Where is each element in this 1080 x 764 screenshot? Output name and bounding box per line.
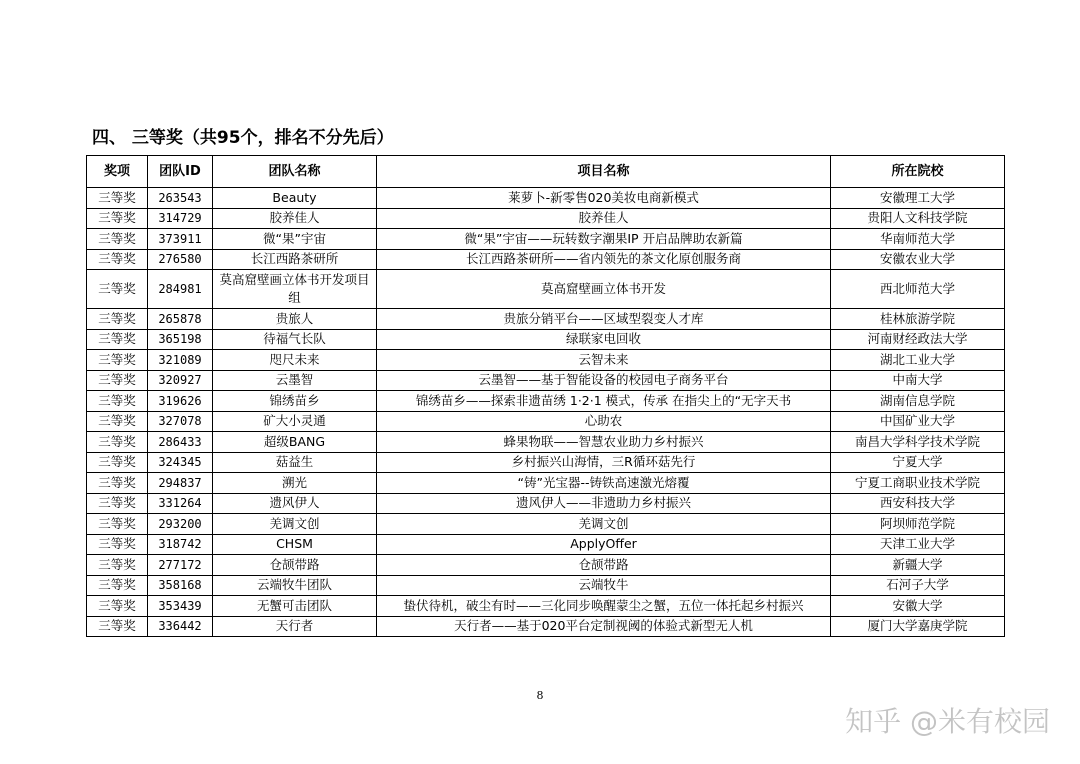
cell-project-name: 蛰伏待机，破尘有时——三化同步唤醒蒙尘之蟹，五位一体托起乡村振兴 — [377, 596, 831, 617]
cell-team-name: CHSM — [213, 534, 377, 555]
cell-project-name: 云墨智——基于智能设备的校园电子商务平台 — [377, 370, 831, 391]
cell-team-id: 293200 — [148, 514, 213, 535]
cell-team-name: 无蟹可击团队 — [213, 596, 377, 617]
cell-team-id: 353439 — [148, 596, 213, 617]
cell-team-name: 云墨智 — [213, 370, 377, 391]
cell-award: 三等奖 — [87, 432, 148, 453]
cell-team-name: 胶养佳人 — [213, 208, 377, 229]
cell-project-name: 微“果”宇宙——玩转数字潮果IP 开启品牌助农新篇 — [377, 229, 831, 250]
cell-team-name: 莫高窟壁画立体书开发项目组 — [213, 270, 377, 309]
cell-team-id: 327078 — [148, 411, 213, 432]
award-table — [86, 155, 1005, 637]
cell-team-name: 羌调文创 — [213, 514, 377, 535]
cell-school: 华南师范大学 — [831, 229, 1005, 250]
cell-award: 三等奖 — [87, 452, 148, 473]
cell-award: 三等奖 — [87, 411, 148, 432]
table-row — [87, 391, 1005, 412]
cell-project-name: 云智未来 — [377, 350, 831, 371]
cell-school: 贵阳人文科技学院 — [831, 208, 1005, 229]
cell-project-name: 乡村振兴山海情，三R循环菇先行 — [377, 452, 831, 473]
table-header-row — [87, 156, 1005, 188]
cell-team-name: 咫尺未来 — [213, 350, 377, 371]
table-row — [87, 208, 1005, 229]
cell-team-id: 284981 — [148, 270, 213, 309]
watermark: 知乎 @米有校园 — [845, 705, 1050, 738]
cell-team-id: 286433 — [148, 432, 213, 453]
cell-award: 三等奖 — [87, 329, 148, 350]
cell-award: 三等奖 — [87, 249, 148, 270]
cell-project-name: 锦绣苗乡——探索非遗苗绣 1·2·1 模式，传承 在指尖上的“无字天书 — [377, 391, 831, 412]
table-row — [87, 432, 1005, 453]
cell-school: 厦门大学嘉庚学院 — [831, 616, 1005, 637]
header-project-name: 项目名称 — [377, 156, 831, 188]
table-body — [87, 188, 1005, 637]
cell-award: 三等奖 — [87, 270, 148, 309]
cell-team-id: 321089 — [148, 350, 213, 371]
table-row — [87, 534, 1005, 555]
cell-team-name: 遗风伊人 — [213, 493, 377, 514]
table-row — [87, 514, 1005, 535]
table-row — [87, 555, 1005, 576]
cell-school: 宁夏工商职业技术学院 — [831, 473, 1005, 494]
cell-project-name: 胶养佳人 — [377, 208, 831, 229]
cell-project-name: 莫高窟壁画立体书开发 — [377, 270, 831, 309]
cell-team-id: 331264 — [148, 493, 213, 514]
cell-award: 三等奖 — [87, 555, 148, 576]
cell-team-id: 314729 — [148, 208, 213, 229]
cell-award: 三等奖 — [87, 493, 148, 514]
cell-project-name: 莱萝卜-新零售020美妆电商新模式 — [377, 188, 831, 209]
cell-project-name: ApplyOffer — [377, 534, 831, 555]
cell-team-id: 294837 — [148, 473, 213, 494]
header-team-id: 团队ID — [148, 156, 213, 188]
cell-team-id: 319626 — [148, 391, 213, 412]
cell-school: 中国矿业大学 — [831, 411, 1005, 432]
table-row — [87, 309, 1005, 330]
cell-team-id: 373911 — [148, 229, 213, 250]
cell-team-id: 276580 — [148, 249, 213, 270]
page-number: 8 — [536, 689, 544, 702]
cell-project-name: 贵旅分销平台——区域型裂变人才库 — [377, 309, 831, 330]
cell-project-name: 绿联家电回收 — [377, 329, 831, 350]
cell-project-name: 羌调文创 — [377, 514, 831, 535]
table-row — [87, 329, 1005, 350]
cell-school: 西安科技大学 — [831, 493, 1005, 514]
cell-school: 石河子大学 — [831, 575, 1005, 596]
cell-team-id: 265878 — [148, 309, 213, 330]
cell-award: 三等奖 — [87, 350, 148, 371]
cell-team-name: 菇益生 — [213, 452, 377, 473]
cell-team-name: 矿大小灵通 — [213, 411, 377, 432]
cell-award: 三等奖 — [87, 229, 148, 250]
header-award: 奖项 — [87, 156, 148, 188]
cell-team-name: 微“果”宇宙 — [213, 229, 377, 250]
cell-award: 三等奖 — [87, 188, 148, 209]
cell-team-id: 263543 — [148, 188, 213, 209]
cell-team-id: 336442 — [148, 616, 213, 637]
cell-project-name: 天行者——基于020平台定制视阈的体验式新型无人机 — [377, 616, 831, 637]
table-row — [87, 473, 1005, 494]
cell-team-name: Beauty — [213, 188, 377, 209]
cell-award: 三等奖 — [87, 391, 148, 412]
cell-award: 三等奖 — [87, 208, 148, 229]
table-row — [87, 452, 1005, 473]
cell-team-id: 320927 — [148, 370, 213, 391]
cell-school: 天津工业大学 — [831, 534, 1005, 555]
cell-team-name: 仓颉带路 — [213, 555, 377, 576]
table-row — [87, 616, 1005, 637]
cell-school: 安徽大学 — [831, 596, 1005, 617]
cell-project-name: 蜂果物联——智慧农业助力乡村振兴 — [377, 432, 831, 453]
cell-project-name: 长江西路茶研所——省内领先的茶文化原创服务商 — [377, 249, 831, 270]
section-title: 四、 三等奖（共95个，排名不分先后） — [92, 128, 394, 148]
cell-project-name: 仓颉带路 — [377, 555, 831, 576]
table-row — [87, 249, 1005, 270]
cell-school: 安徽农业大学 — [831, 249, 1005, 270]
cell-team-name: 溯光 — [213, 473, 377, 494]
table-row — [87, 229, 1005, 250]
cell-award: 三等奖 — [87, 309, 148, 330]
cell-team-id: 277172 — [148, 555, 213, 576]
cell-team-id: 318742 — [148, 534, 213, 555]
table-row — [87, 188, 1005, 209]
table-row — [87, 493, 1005, 514]
cell-award: 三等奖 — [87, 473, 148, 494]
cell-school: 安徽理工大学 — [831, 188, 1005, 209]
cell-school: 宁夏大学 — [831, 452, 1005, 473]
cell-award: 三等奖 — [87, 616, 148, 637]
cell-team-name: 长江西路茶研所 — [213, 249, 377, 270]
cell-school: 河南财经政法大学 — [831, 329, 1005, 350]
cell-team-id: 324345 — [148, 452, 213, 473]
table-row — [87, 596, 1005, 617]
cell-team-name: 待福气长队 — [213, 329, 377, 350]
cell-project-name: 遗风伊人——非遗助力乡村振兴 — [377, 493, 831, 514]
cell-award: 三等奖 — [87, 534, 148, 555]
table-row — [87, 575, 1005, 596]
cell-award: 三等奖 — [87, 596, 148, 617]
cell-team-name: 超级BANG — [213, 432, 377, 453]
cell-project-name: 心助农 — [377, 411, 831, 432]
cell-school: 中南大学 — [831, 370, 1005, 391]
cell-school: 西北师范大学 — [831, 270, 1005, 309]
header-school: 所在院校 — [831, 156, 1005, 188]
cell-award: 三等奖 — [87, 370, 148, 391]
cell-team-name: 贵旅人 — [213, 309, 377, 330]
table-row — [87, 370, 1005, 391]
cell-school: 阿坝师范学院 — [831, 514, 1005, 535]
cell-project-name: 云端牧牛 — [377, 575, 831, 596]
header-team-name: 团队名称 — [213, 156, 377, 188]
cell-team-name: 锦绣苗乡 — [213, 391, 377, 412]
table-row — [87, 270, 1005, 309]
table-row — [87, 411, 1005, 432]
cell-school: 南昌大学科学技术学院 — [831, 432, 1005, 453]
cell-team-id: 358168 — [148, 575, 213, 596]
cell-school: 湖南信息学院 — [831, 391, 1005, 412]
cell-award: 三等奖 — [87, 575, 148, 596]
cell-school: 桂林旅游学院 — [831, 309, 1005, 330]
cell-team-id: 365198 — [148, 329, 213, 350]
cell-team-name: 云端牧牛团队 — [213, 575, 377, 596]
table-row — [87, 350, 1005, 371]
cell-school: 新疆大学 — [831, 555, 1005, 576]
cell-school: 湖北工业大学 — [831, 350, 1005, 371]
cell-team-name: 天行者 — [213, 616, 377, 637]
cell-project-name: “铸”光宝器--铸铁高速激光熔覆 — [377, 473, 831, 494]
cell-award: 三等奖 — [87, 514, 148, 535]
